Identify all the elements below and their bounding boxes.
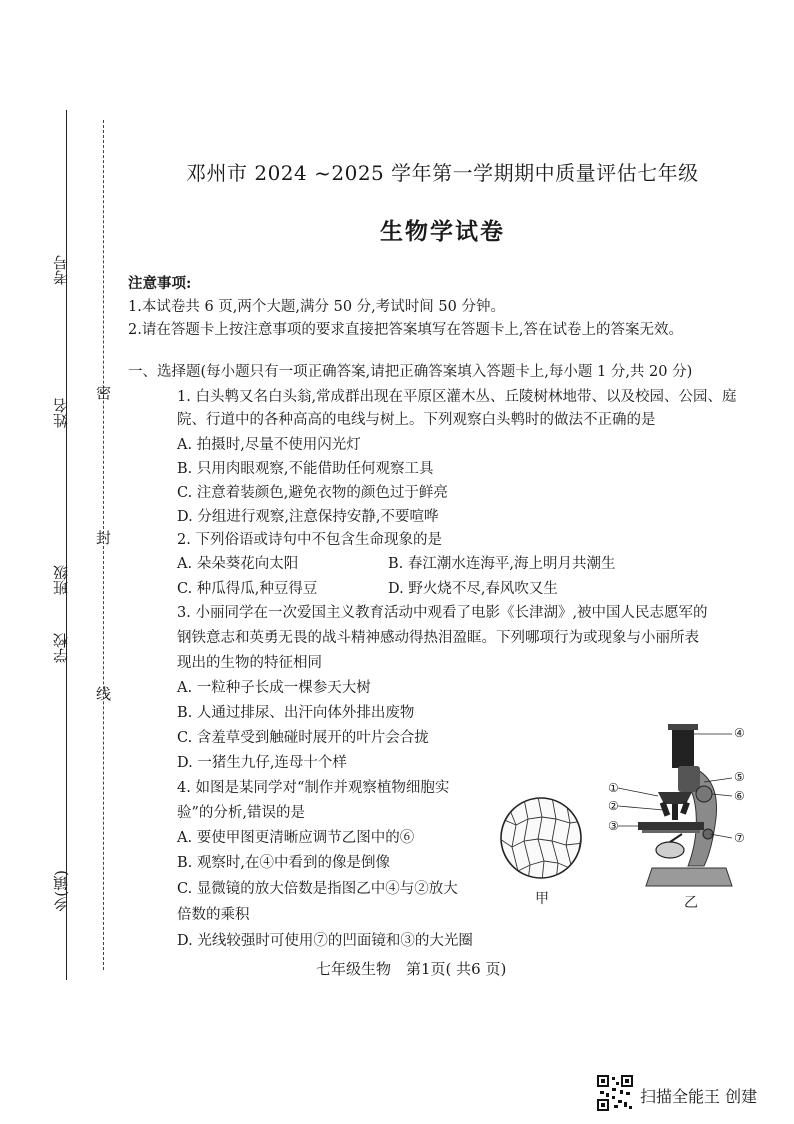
q3-option-d: D. 一猪生九仔,连母十个样 [177,755,347,771]
q3-option-b: B. 人通过排尿、出汗向体外排出废物 [177,705,415,721]
q1-stem-line2: 院、行道中的各种高高的电线与树上。下列观察白头鹎时的做法不正确的是 [177,412,656,428]
notice-item-2: 2.请在答题卡上按注意事项的要求直接把答案填写在答题卡上,答在试卷上的答案无效。 [128,322,683,338]
figure-label-yi: 乙 [684,895,698,911]
callout-4: ④ [734,726,745,740]
q1-stem-line1: 1. 白头鹎又名白头翁,常成群出现在平原区灌木丛、丘陵树林地带、以及校园、公园、庭 [177,389,737,405]
page-footer: 七年级生物 第1页( 共6 页) [316,960,507,978]
q2-stem: 2. 下列俗语或诗句中不包含生命现象的是 [177,532,442,548]
q2-option-a: A. 朵朵葵花向太阳 [177,556,299,572]
q1-option-a: A. 拍摄时,尽量不使用闪光灯 [177,437,361,453]
school-label: 学校 [52,633,70,663]
class-label: 班级 [52,565,70,595]
q2-option-b: B. 春江潮水连海平,海上明月共潮生 [388,556,616,572]
q4-option-c-line1: C. 显微镜的放大倍数是指图乙中④与②放大 [177,881,458,897]
q4-option-a: A. 要使甲图更清晰应调节乙图中的⑥ [177,830,415,846]
q3-option-c: C. 含羞草受到触碰时展开的叶片会合拢 [177,730,429,746]
q1-option-c: C. 注意着装颜色,避免衣物的颜色过于鲜亮 [177,485,448,501]
name-label: 姓名 [52,398,70,428]
callout-5: ⑤ [734,770,745,784]
notice-heading: 注意事项: [128,275,192,292]
callout-6: ⑥ [734,789,745,803]
q4-option-d: D. 光线较强时可使用⑦的凹面镜和③的大光圈 [177,933,473,949]
exam-title: 邓州市 2024 ~2025 学年第一学期期中质量评估七年级 [186,161,699,185]
seal-feng: 封 [96,529,112,547]
q2-option-d: D. 野火烧不尽,春风吹又生 [388,581,558,597]
seal-mi: 密 [96,384,112,402]
q2-option-c: C. 种瓜得瓜,种豆得豆 [177,581,318,597]
section-heading: 一、选择题(每小题只有一项正确答案,请把正确答案填入答题卡上,每小题 1 分,共 20 分) [128,364,693,380]
town-label: 乡(镇) [52,870,70,912]
q4-stem-line1: 4. 如图是某同学对“制作并观察植物细胞实 [177,780,450,796]
q3-stem-line3: 现出的生物的特征相同 [177,655,322,671]
q1-option-d: D. 分组进行观察,注意保持安静,不要喧哗 [177,509,439,525]
exam-no-label: 考号 [52,255,70,285]
callout-3: ③ [608,819,619,833]
q4-option-b: B. 观察时,在④中看到的像是倒像 [177,855,390,871]
qr-code-icon [596,1074,634,1112]
binding-line [66,110,67,980]
callout-2: ② [608,799,619,813]
q4-stem-line2: 验”的分析,错误的是 [177,805,306,821]
microscope-figure [608,722,738,894]
q4-option-c-line2: 倍数的乘积 [177,907,250,923]
q3-stem-line1: 3. 小丽同学在一次爱国主义教育活动中观看了电影《长津湖》,被中国人民志愿军的 [177,605,708,621]
figure-label-jia: 甲 [535,891,549,907]
exam-subtitle: 生物学试卷 [380,218,505,245]
cell-view-figure [498,795,584,881]
q1-option-b: B. 只用肉眼观察,不能借助任何观察工具 [177,461,434,477]
scanner-watermark: 扫描全能王 创建 [640,1087,758,1106]
seal-xian: 线 [96,685,112,703]
notice-item-1: 1.本试卷共 6 页,两个大题,满分 50 分,考试时间 50 分钟。 [128,299,505,315]
q3-option-a: A. 一粒种子长成一棵参天大树 [177,680,371,696]
q3-stem-line2: 钢铁意志和英勇无畏的战斗精神感动得热泪盈眶。下列哪项行为或现象与小丽所表 [177,630,699,646]
callout-7: ⑦ [734,831,745,845]
callout-1: ① [608,781,619,795]
